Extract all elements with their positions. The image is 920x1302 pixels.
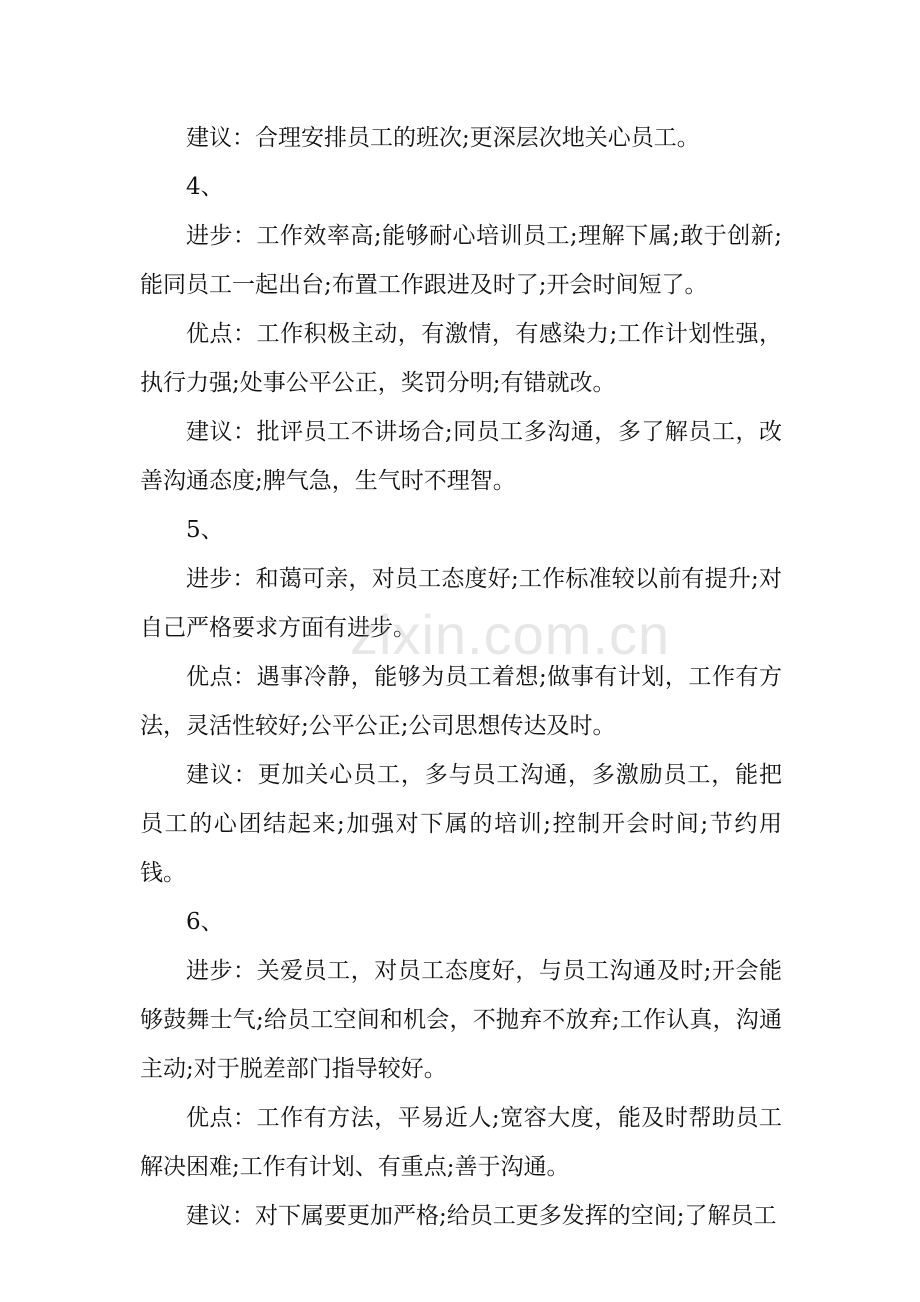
section-number-4: 4、	[186, 174, 224, 200]
paragraph-strengths-6: 优点：工作有方法，平易近人;宽容大度，能及时帮助员工解决困难;工作有计划、有重点;善于沟通。	[140, 1105, 782, 1180]
paragraph-suggestion-5: 建议：更加关心员工，多与员工沟通，多激励员工，能把员工的心团结起来;加强对下属的培训;控制开会时间;节约用钱。	[140, 762, 782, 886]
watermark: zixin.com.cn	[350, 603, 671, 666]
paragraph-progress-4: 进步：工作效率高;能够耐心培训员工;理解下属;敢于创新;能同员工一起出台;布置工作跟进及时了;开会时间短了。	[140, 223, 782, 298]
paragraph-suggestion-6: 建议：对下属要更加严格;给员工更多发挥的空间;了解员工	[186, 1203, 777, 1229]
paragraph-suggestion-4: 建议：批评员工不讲场合;同员工多沟通，多了解员工，改善沟通态度;脾气急，生气时不理智。	[140, 419, 782, 494]
paragraph-strengths-4: 优点：工作积极主动，有激情，有感染力;工作计划性强，执行力强;处事公平公正，奖罚分明;有错就改。	[140, 321, 782, 396]
paragraph-suggestion-3: 建议：合理安排员工的班次;更深层次地关心员工。	[186, 125, 700, 151]
section-number-5: 5、	[186, 517, 224, 543]
paragraph-progress-6: 进步：关爱员工，对员工态度好，与员工沟通及时;开会能够鼓舞士气;给员工空间和机会，不抛弃不放弃;工作认真，沟通主动;对于脱差部门指导较好。	[140, 958, 782, 1082]
section-number-6: 6、	[186, 909, 224, 935]
document-body	[140, 114, 782, 1241]
paragraph-strengths-5: 优点：遇事冷静，能够为员工着想;做事有计划，工作有方法，灵活性较好;公平公正;公司思想传达及时。	[140, 664, 782, 739]
paragraph-progress-5: 进步：和蔼可亲，对员工态度好;工作标准较以前有提升;对自己严格要求方面有进步。	[140, 566, 782, 641]
